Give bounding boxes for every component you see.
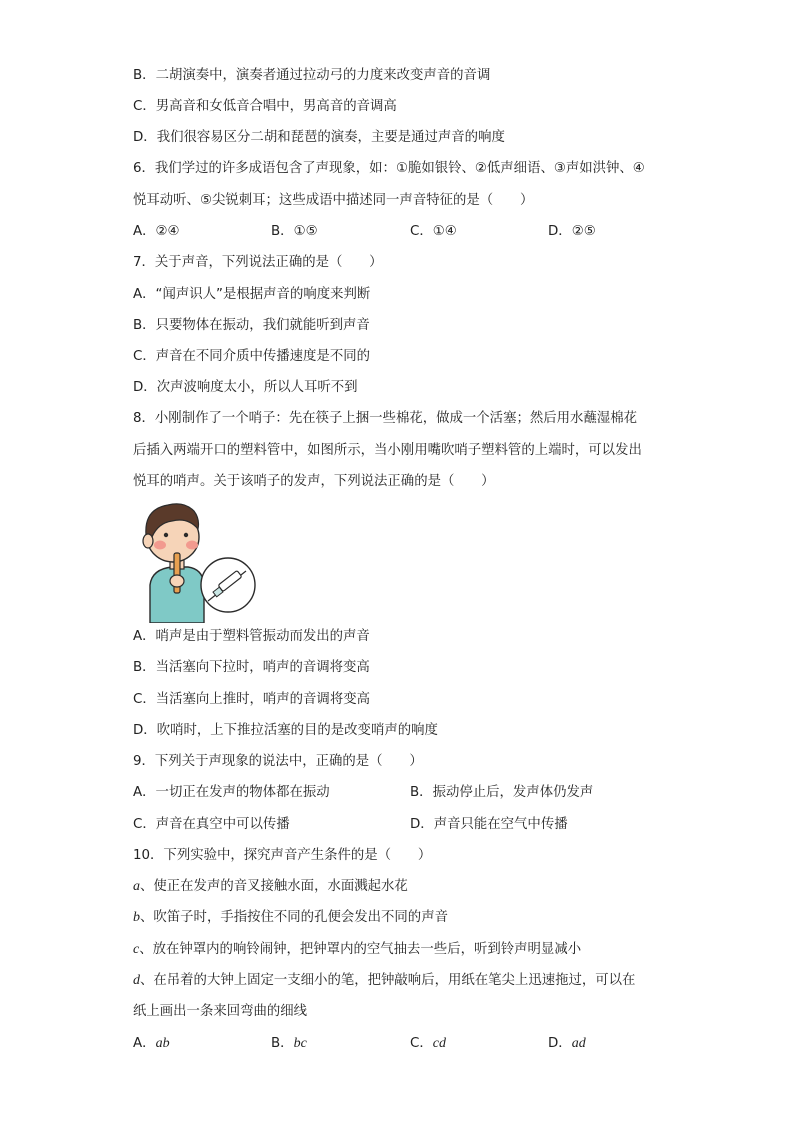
q10-item-b-label: b — [133, 910, 140, 925]
q8-option-c: C．当活塞向上推时，哨声的音调将变高 — [133, 692, 370, 707]
q9-option-c: C．声音在真空中可以传播 — [133, 817, 290, 832]
q10-item-d — [133, 972, 635, 990]
q10-option-d-value: ad — [571, 1036, 586, 1051]
q10-option-d — [548, 1035, 586, 1053]
q10-option-a-value: ab — [155, 1036, 170, 1051]
q7-option-d: D．次声波响度太小，所以人耳听不到 — [133, 380, 358, 395]
q10-option-c — [410, 1035, 446, 1053]
q6-stem-line1: 6．我们学过的许多成语包含了声现象，如：①脆如银铃、②低声细语、③声如洪钟、④ — [133, 161, 645, 176]
q6-option-b: B．①⑤ — [271, 224, 318, 239]
q10-item-b — [133, 909, 448, 927]
q10-stem: 10．下列实验中，探究声音产生条件的是（ ） — [133, 848, 432, 863]
q10-item-d-text-line1: 、在吊着的大钟上固定一支细小的笔，把钟敲响后，用纸在笔尖上迅速拖过，可以在 — [140, 973, 636, 988]
q10-option-d-prefix: D． — [548, 1036, 572, 1051]
q5-option-d: D．我们很容易区分二胡和琵琶的演奏，主要是通过声音的响度 — [133, 130, 505, 145]
q9-option-d: D．声音只能在空气中传播 — [410, 817, 568, 832]
q10-option-b — [271, 1035, 307, 1053]
q10-option-b-value: bc — [293, 1036, 307, 1051]
q8-option-b: B．当活塞向下拉时，哨声的音调将变高 — [133, 660, 370, 675]
q7-option-a: A．“闻声识人”是根据声音的响度来判断 — [133, 287, 371, 302]
q10-item-d-line2: 纸上画出一条来回弯曲的细线 — [133, 1004, 308, 1019]
q8-stem-line2: 后插入两端开口的塑料管中，如图所示，当小刚用嘴吹哨子塑料管的上端时，可以发出 — [133, 443, 642, 458]
q6-stem-line2: 悦耳动听、⑤尖锐刺耳；这些成语中描述同一声音特征的是（ ） — [133, 193, 534, 208]
q10-item-c-text: 、放在钟罩内的响铃闹钟，把钟罩内的空气抽去一些后，听到铃声明显减小 — [139, 942, 582, 957]
q8-option-a: A．哨声是由于塑料管振动而发出的声音 — [133, 629, 370, 644]
q7-option-c: C．声音在不同介质中传播速度是不同的 — [133, 349, 370, 364]
q8-stem-line3: 悦耳的哨声。关于该哨子的发声，下列说法正确的是（ ） — [133, 474, 495, 489]
q10-option-b-prefix: B． — [271, 1036, 294, 1051]
q10-item-d-label: d — [133, 973, 140, 988]
q6-option-c: C．①④ — [410, 224, 457, 239]
q10-option-c-value: cd — [432, 1036, 446, 1051]
q5-option-c: C．男高音和女低音合唱中，男高音的音调高 — [133, 99, 397, 114]
q8-stem-line1: 8．小刚制作了一个哨子：先在筷子上捆一些棉花，做成一个活塞；然后用水蘸湿棉花 — [133, 411, 637, 426]
q10-item-c-label: c — [133, 942, 140, 957]
q9-option-b: B．振动停止后，发声体仍发声 — [410, 785, 594, 800]
q6-option-d: D．②⑤ — [548, 224, 596, 239]
q10-option-a — [133, 1035, 170, 1053]
q7-option-b: B．只要物体在振动，我们就能听到声音 — [133, 318, 370, 333]
q9-stem: 9．下列关于声现象的说法中，正确的是（ ） — [133, 754, 423, 769]
q10-item-b-text: 、吹笛子时，手指按住不同的孔便会发出不同的声音 — [140, 910, 448, 925]
whistle-boy-illustration — [128, 497, 260, 623]
q10-option-c-prefix: C． — [410, 1036, 433, 1051]
q9-option-a: A．一切正在发声的物体都在振动 — [133, 785, 330, 800]
q10-item-a-label: a — [133, 879, 140, 894]
q10-item-c — [133, 941, 581, 959]
q10-option-a-prefix: A． — [133, 1036, 156, 1051]
q10-item-a — [133, 878, 408, 896]
q6-option-a: A．②④ — [133, 224, 180, 239]
q10-item-a-text: 、使正在发声的音叉接触水面，水面溅起水花 — [140, 879, 408, 894]
q5-option-b: B．二胡演奏中，演奏者通过拉动弓的力度来改变声音的音调 — [133, 68, 491, 83]
q7-stem: 7．关于声音，下列说法正确的是（ ） — [133, 255, 383, 270]
q8-option-d: D．吹哨时，上下推拉活塞的目的是改变哨声的响度 — [133, 723, 438, 738]
